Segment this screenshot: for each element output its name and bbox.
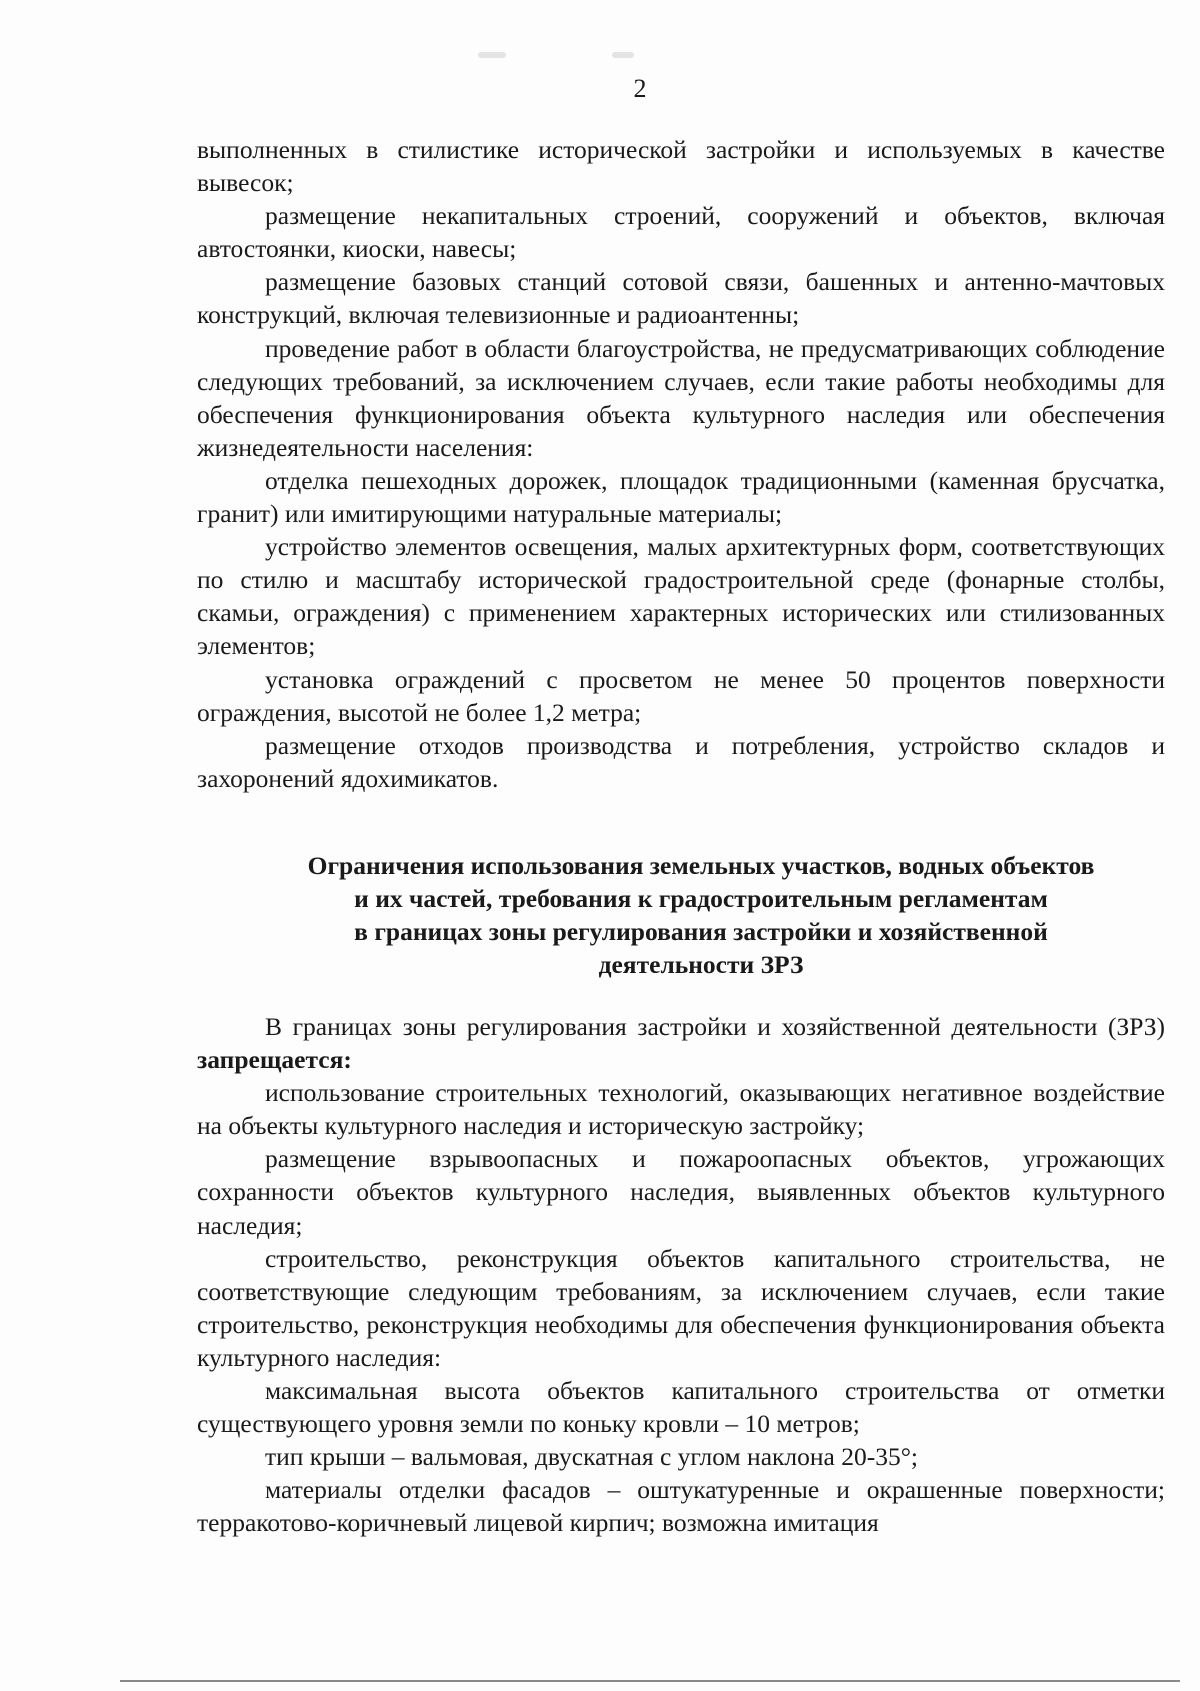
- paragraph: размещение базовых станций сотовой связи, башенных и антенно-мачтовых конструкций, включая телевизионные и радиоантенны;: [197, 267, 1165, 330]
- heading-line: в границах зоны регулирования застройки и хозяйственной: [354, 917, 1048, 947]
- intro-paragraph: [197, 1010, 1165, 1076]
- heading-line: и их частей, требования к градостроительным регламентам: [354, 884, 1048, 914]
- paragraph: размещение некапитальных строений, сооружений и объектов, включая автостоянки, киоски, навесы;: [197, 201, 1165, 264]
- intro-emphasis: запрещается:: [197, 1045, 352, 1075]
- paragraph: максимальная высота объектов капитального строительства от отметки существующего уровня земли по коньку кровли – 10 метров;: [197, 1376, 1165, 1439]
- scan-artifact: [478, 52, 506, 58]
- paragraph: строительство, реконструкция объектов капитального строительства, не соответствующие следующим требованиям, за исключением случаев, если такие строительство, реконструкция необходимы для обеспечения функционирования объекта культурного наследия:: [197, 1243, 1165, 1372]
- paragraph: устройство элементов освещения, малых архитектурных форм, соответствующих по стилю и масштабу исторической градостроительной среде (фонарные столбы, скамьи, ограждения) с применением характерных исторических или стилизованных элементов;: [197, 532, 1165, 661]
- paragraph: выполненных в стилистике исторической застройки и используемых в качестве вывесок;: [197, 135, 1165, 198]
- paragraph: тип крыши – вальмовая, двускатная с углом наклона 20-35°;: [265, 1442, 918, 1472]
- paragraph: использование строительных технологий, оказывающих негативное воздействие на объекты культурного наследия и историческую застройку;: [197, 1078, 1165, 1141]
- page-number: 2: [633, 74, 647, 103]
- paragraph: установка ограждений с просветом не менее 50 процентов поверхности ограждения, высотой не более 1,2 метра;: [197, 664, 1165, 727]
- paragraph: проведение работ в области благоустройства, не предусматривающих соблюдение следующих требований, за исключением случаев, если такие работы необходимы для обеспечения функционирования объекта культурного наследия или обеспечения жизнедеятельности населения:: [197, 333, 1165, 462]
- section-body: [197, 1010, 1165, 1540]
- paragraph: материалы отделки фасадов – оштукатуренные и окрашенные поверхности; терракотово-коричневый лицевой кирпич; возможна имитация: [197, 1475, 1165, 1538]
- heading-line: деятельности ЗРЗ: [598, 950, 804, 980]
- paragraph: отделка пешеходных дорожек, площадок традиционными (каменная брусчатка, гранит) или имитирующими натуральные материалы;: [197, 465, 1165, 529]
- page-bottom-rule: [120, 1680, 1180, 1682]
- body-text: [197, 133, 1165, 795]
- paragraph: размещение отходов производства и потребления, устройство складов и захоронений ядохимикатов.: [197, 730, 1165, 793]
- intro-text: В границах зоны регулирования застройки и хозяйственной деятельности (ЗРЗ): [265, 1012, 1165, 1041]
- scan-artifact: [612, 52, 634, 58]
- section-heading: [197, 849, 1165, 981]
- paragraph: размещение взрывоопасных и пожароопасных объектов, угрожающих сохранности объектов культурного наследия, выявленных объектов культурного наследия;: [197, 1144, 1165, 1240]
- heading-line: Ограничения использования земельных участков, водных объектов: [307, 851, 1095, 880]
